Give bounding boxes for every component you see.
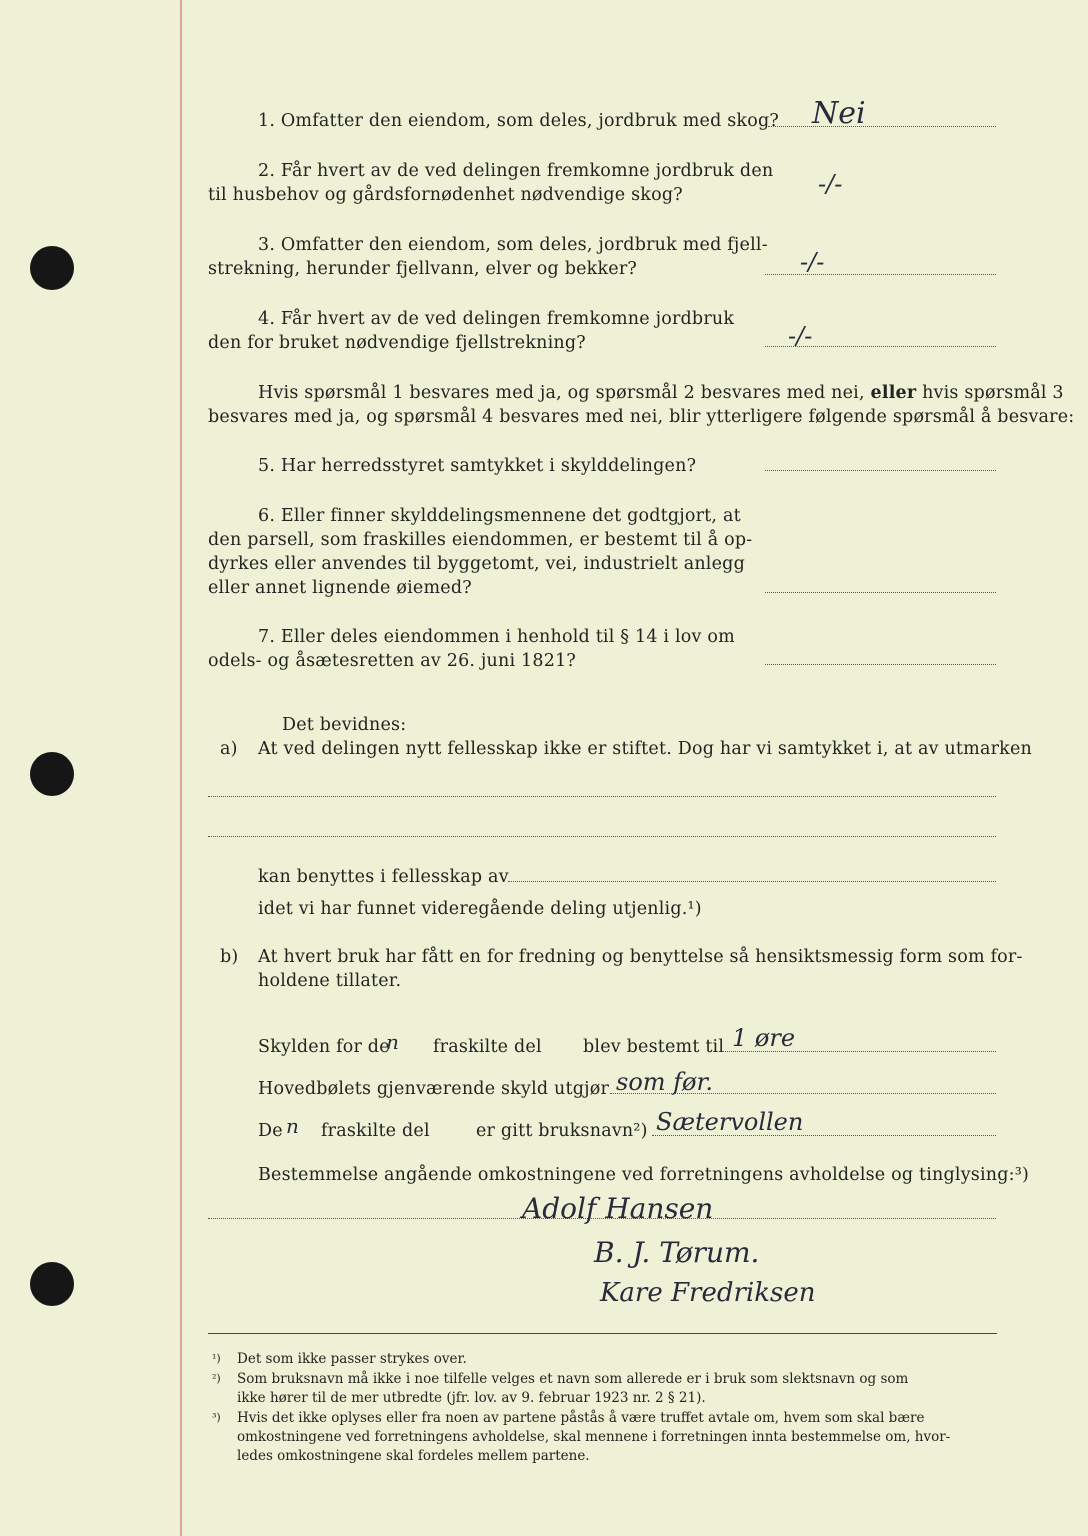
conditional-line1 (258, 382, 1064, 404)
footnote-2-num: ²) (212, 1372, 221, 1385)
skyld-label-c: blev bestemt til (583, 1037, 725, 1057)
hovedbol-value-handwritten: som før. (616, 1068, 713, 1096)
footnote-3-line3: ledes omkostningene skal fordeles mellem partene. (237, 1448, 590, 1464)
navn-value-handwritten: Sætervollen (656, 1108, 804, 1136)
attest-b-label: b) (220, 947, 239, 967)
footnote-3-line1: Hvis det ikke oplyses eller fra noen av partene påstås å være truffet avtale om, hvem som skal bære (237, 1410, 925, 1426)
skyld-label-a: Skylden for de (258, 1037, 390, 1057)
question-5: 5. Har herredsstyret samtykket i skylddelingen? (258, 456, 697, 476)
skyld-value-handwritten: 1 øre (732, 1024, 796, 1052)
footnote-2-line1: Som bruksnavn må ikke i noe tilfelle velges et navn som allerede er i bruk som slektsnavn og som (237, 1371, 909, 1387)
question-4-line2: den for bruket nødvendige fjellstrekning? (208, 333, 586, 353)
skyld-handwritten-n: n (386, 1030, 399, 1054)
question-3-line2: strekning, herunder fjellvann, elver og bekker? (208, 259, 637, 279)
footnote-1-num: ¹) (212, 1352, 221, 1365)
question-7-line1: 7. Eller deles eiendommen i henhold til § 14 i lov om (258, 627, 735, 647)
skyld-label-b: fraskilte del (433, 1037, 542, 1057)
attest-a-blank-1 (208, 796, 996, 797)
question-7-line2: odels- og åsætesretten av 26. juni 1821? (208, 651, 576, 671)
answer-3-handwritten: -/- (800, 248, 825, 276)
attest-a-blank-2 (208, 836, 996, 837)
signature-3: Kare Fredriksen (600, 1278, 816, 1308)
footnote-2-line2: ikke hører til de mer utbredte (jfr. lov. av 9. februar 1923 nr. 2 § 21). (237, 1390, 706, 1406)
attest-reason: idet vi har funnet videregående deling utjenlig.¹) (258, 899, 702, 919)
attest-b-line1: At hvert bruk har fått en for fredning og benyttelse så hensiktsmessig form som for- (258, 947, 1023, 967)
answer-line-6 (765, 592, 996, 593)
conditional-line2: besvares med ja, og spørsmål 4 besvares med nei, blir ytterligere følgende spørsmål å besvare: (208, 407, 1075, 427)
navn-label-a: De (258, 1121, 283, 1141)
answer-1-handwritten: Nei (812, 96, 866, 131)
punch-hole-bottom (30, 1262, 74, 1306)
punch-hole-top (30, 246, 74, 290)
question-3-line1: 3. Omfatter den eiendom, som deles, jordbruk med fjell- (258, 235, 768, 255)
kost-label: Bestemmelse angående omkostningene ved forretningens avholdelse og tinglysing:³) (258, 1165, 1029, 1185)
attest-b-line2: holdene tillater. (258, 971, 402, 991)
conditional-text-a: Hvis spørsmål 1 besvares med ja, og spørsmål 2 besvares med nei, (258, 383, 865, 403)
footnote-3-line2: omkostningene ved forretningens avholdelse, skal mennene i forretningen innta bestemmelse om, hvor- (237, 1429, 951, 1445)
question-6-line1: 6. Eller finner skylddelingsmennene det godtgjort, at (258, 506, 741, 526)
question-6-line4: eller annet lignende øiemed? (208, 578, 472, 598)
footnote-3-num: ³) (212, 1411, 221, 1424)
attest-a-text: At ved delingen nytt fellesskap ikke er stiftet. Dog har vi samtykket i, at av utmarken (258, 739, 1032, 759)
answer-4-handwritten: -/- (788, 322, 813, 350)
shared-use-label: kan benyttes i fellesskap av (258, 867, 509, 887)
answer-line-5 (765, 470, 996, 471)
answer-line-1 (768, 126, 996, 127)
shared-use-blank (508, 881, 996, 882)
navn-handwritten-n: n (286, 1114, 299, 1138)
navn-label-c: er gitt bruksnavn²) (476, 1121, 648, 1141)
attest-a-label: a) (220, 739, 238, 759)
question-2-line1: 2. Får hvert av de ved delingen fremkomne jordbruk den (258, 161, 774, 181)
navn-label-b: fraskilte del (321, 1121, 430, 1141)
question-4-line1: 4. Får hvert av de ved delingen fremkomne jordbruk (258, 309, 735, 329)
signature-1: Adolf Hansen (522, 1192, 714, 1225)
margin-rule (180, 0, 182, 1536)
signature-2: B. J. Tørum. (594, 1236, 760, 1269)
punch-hole-middle (30, 752, 74, 796)
footnote-separator (208, 1333, 997, 1334)
conditional-eller: eller (870, 383, 917, 403)
question-2-line2: til husbehov og gårdsfornødenhet nødvendige skog? (208, 185, 683, 205)
attest-heading: Det bevidnes: (282, 715, 407, 735)
answer-line-7 (765, 664, 996, 665)
question-6-line2: den parsell, som fraskilles eiendommen, er bestemt til å op- (208, 530, 753, 550)
answer-2-handwritten: -/- (818, 170, 843, 198)
hovedbol-label: Hovedbølets gjenværende skyld utgjør (258, 1079, 610, 1099)
question-6-line3: dyrkes eller anvendes til byggetomt, vei, industrielt anlegg (208, 554, 745, 574)
question-1: 1. Omfatter den eiendom, som deles, jordbruk med skog? (258, 111, 779, 131)
conditional-text-b: hvis spørsmål 3 (922, 383, 1064, 403)
footnote-1-line1: Det som ikke passer strykes over. (237, 1351, 467, 1367)
